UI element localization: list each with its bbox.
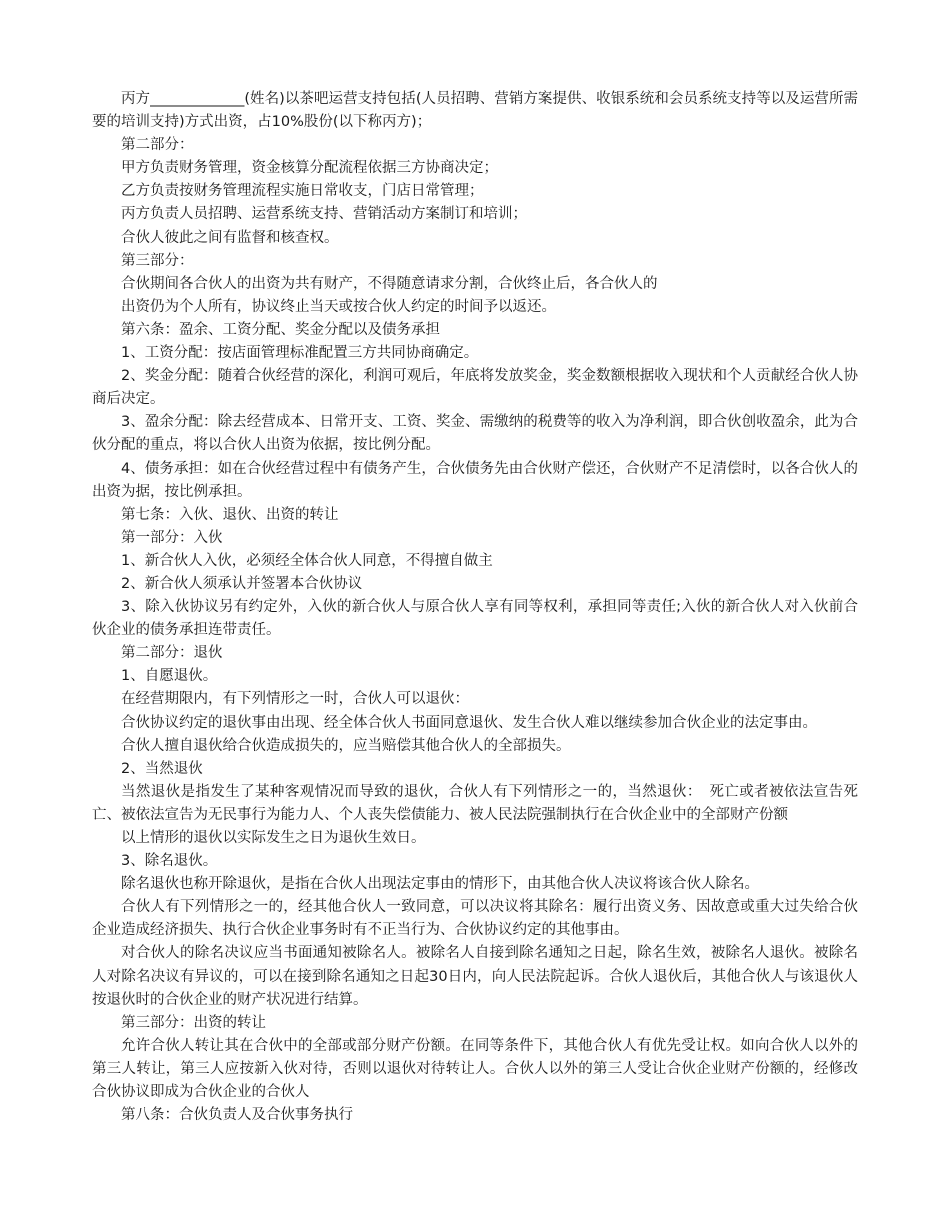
section-heading: 第三部分： [121,252,194,269]
paragraph: 甲方负责财务管理，资金核算分配流程依据三方协商决定； [121,160,498,177]
paragraph: 在经营期限内，有下列情形之一时，合伙人可以退伙： [121,691,469,708]
paragraph: 丙方_____________(姓名)以茶吧运营支持包括(人员招聘、营销方案提供、收银系统和会员系统支持等以及运营所需要的培训支持)方式出资，占10%股份(以下称丙方)； [92,91,858,131]
section-heading: 第三部分：出资的转让 [121,1014,266,1031]
paragraph: 3、除入伙协议另有约定外，入伙的新合伙人与原合伙人享有同等权利，承担同等责任;入伙的新合伙人对入伙前合伙企业的债务承担连带责任。 [92,599,858,639]
paragraph: 2、奖金分配：随着合伙经营的深化，利润可观后，年底将发放奖金，奖金数额根据收入现状和个人贡献经合伙人协商后决定。 [92,368,858,408]
paragraph: 合伙人擅自退伙给合伙造成损失的，应当赔偿其他合伙人的全部损失。 [121,737,571,754]
paragraph: 3、盈余分配：除去经营成本、日常开支、工资、奖金、需缴纳的税费等的收入为净利润，即合伙创收盈余，此为合伙分配的重点，将以合伙人出资为依据，按比例分配。 [92,414,858,454]
paragraph: 乙方负责按财务管理流程实施日常收支，门店日常管理； [121,183,484,200]
article-heading: 第六条：盈余、工资分配、奖金分配以及债务承担 [121,321,440,338]
paragraph: 除名退伙也称开除退伙，是指在合伙人出现法定事由的情形下，由其他合伙人决议将该合伙人除名。 [121,876,759,893]
paragraph: 1、工资分配：按店面管理标准配置三方共同协商确定。 [121,345,479,362]
paragraph: 丙方负责人员招聘、运营系统支持、营销活动方案制订和培训； [121,206,527,223]
section-heading: 第二部分：退伙 [121,645,223,662]
paragraph: 当然退伙是指发生了某种客观情况而导致的退伙，合伙人有下列情形之一的，当然退伙： 死亡或者被依法宣告死亡、被依法宣告为无民事行为能力人、个人丧失偿债能力、被人民法院强制执行在合伙企业中的全部财产份额 [92,783,858,823]
paragraph: 合伙人彼此之间有监督和核查权。 [121,229,339,246]
document-body [92,88,858,1127]
article-heading: 第八条：合伙负责人及合伙事务执行 [121,1107,353,1124]
section-heading: 第一部分：入伙 [121,529,223,546]
paragraph: 合伙人有下列情形之一的，经其他合伙人一致同意，可以决议将其除名：履行出资义务、因故意或重大过失给合伙企业造成经济损失、执行合伙企业事务时有不正当行为、合伙协议约定的其他事由。 [92,899,858,939]
paragraph: 以上情形的退伙以实际发生之日为退伙生效日。 [121,830,426,846]
article-heading: 第七条：入伙、退伙、出资的转让 [121,506,339,523]
paragraph: 出资仍为个人所有，协议终止当天或按合伙人约定的时间予以返还。 [121,298,556,315]
section-heading: 第二部分： [121,137,194,154]
paragraph: 2、新合伙人须承认并签署本合伙协议 [121,575,363,592]
paragraph: 4、债务承担：如在合伙经营过程中有债务产生，合伙债务先由合伙财产偿还，合伙财产不足清偿时，以各合伙人的出资为据，按比例承担。 [92,460,858,500]
paragraph: 2、当然退伙 [121,760,203,777]
paragraph: 1、新合伙人入伙，必须经全体合伙人同意，不得擅自做主 [121,552,493,569]
paragraph: 对合伙人的除名决议应当书面通知被除名人。被除名人自接到除名通知之日起，除名生效，被除名人退伙。被除名人对除名决议有异议的，可以在接到除名通知之日起30日内，向人民法院起诉。合伙人退伙后，其他合伙人与该退伙人按退伙时的合伙企业的财产状况进行结算。 [92,945,858,1008]
paragraph: 3、除名退伙。 [121,853,218,870]
paragraph: 1、自愿退伙。 [121,668,218,685]
paragraph: 合伙期间各合伙人的出资为共有财产，不得随意请求分割，合伙终止后，各合伙人的 [121,275,658,292]
paragraph: 合伙协议约定的退伙事由出现、经全体合伙人书面同意退伙、发生合伙人难以继续参加合伙企业的法定事由。 [121,714,817,731]
paragraph: 允许合伙人转让其在合伙中的全部或部分财产份额。在同等条件下，其他合伙人有优先受让权。如向合伙人以外的第三人转让，第三人应按新入伙对待，否则以退伙对待转让人。合伙人以外的第三人受让合伙企业财产份额的，经修改合伙协议即成为合伙企业的合伙人 [92,1037,858,1101]
